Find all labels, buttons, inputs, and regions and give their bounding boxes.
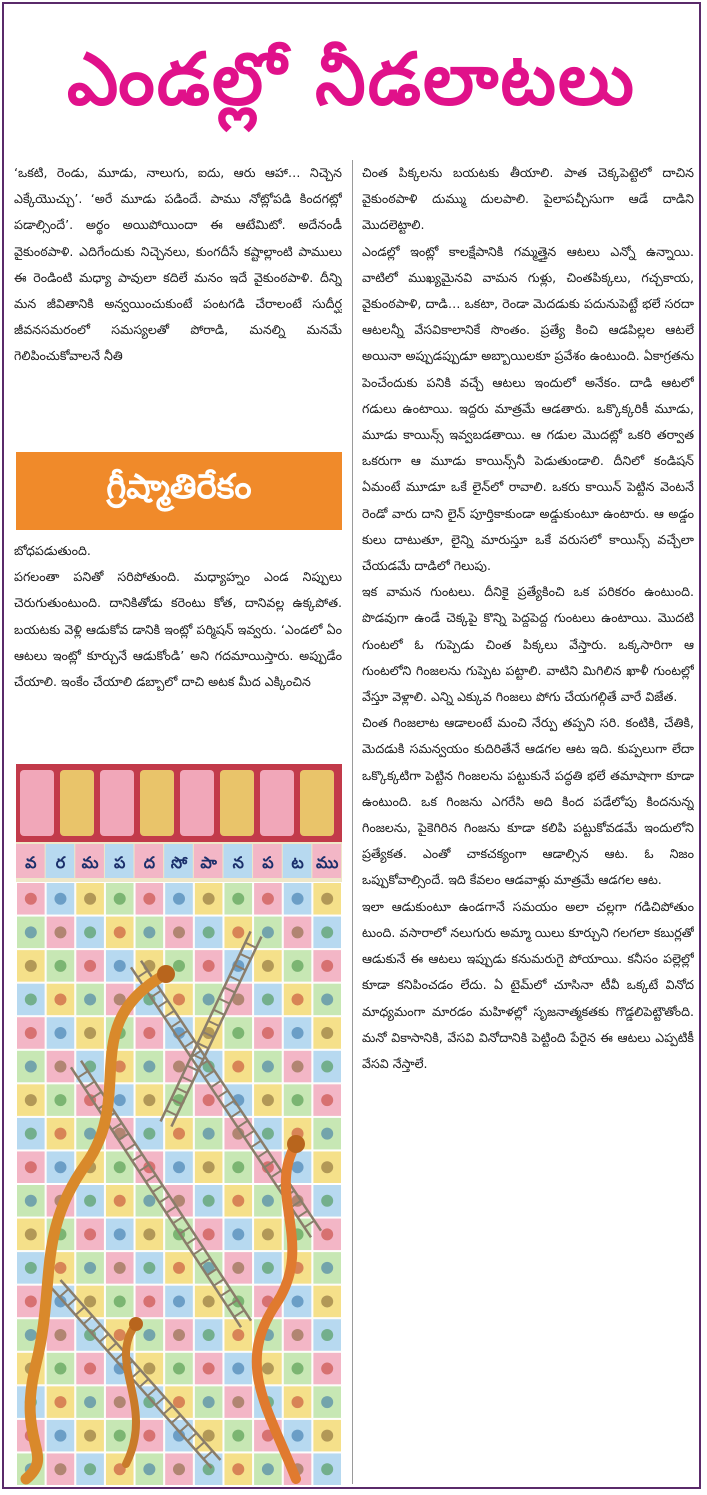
cell-figure bbox=[25, 1027, 37, 1039]
paragraph: ఎండల్లో ఇంట్లో కాలక్షేపానికి గమ్మత్తైన ఆటలు ఎన్నో ఉన్నాయి. వాటిలో ముఖ్యమైనవి వామన గుళ్లు, చింతపిక్కలు, గచ్చకాయ, వైకుంఠపాళి, దాడి… ఒకటా, రెండా మెదడుకు పదునుపెట్టే భలే సరదా ఆటలన్నీ వేసవికాలానికే సొంతం. ప్రత్యే కించి ఆడపిల్లల ఆటలే అయినా అప్పుడప్పుడూ అబ్బాయిలకూ ప్రవేశం ఉంటుంది. ఏకాగ్రతను పెంచేందుకు పనికి వచ్చే ఆటలు ఇందులో అనేకం. దాడి ఆటలో గడులు ఉంటాయి. ఇద్దరు మాత్రమే ఆడతారు. ఒక్కొక్కరికీ మూడు, మూడు కాయిన్స్ ఇవ్వబడతాయి. ఆ గడుల మొదట్లో ఒకరి తర్వాత ఒకరుగా ఆ మూడు కాయిన్స్‌నీ పెడుతుండాలి. దీనిలో కండిషన్ ఏమంటే మూడూ ఒకే లైన్‌లో రావాలి. ఒకరు కాయిన్ పెట్టిన వెంటనే రెండో వారు దాని లైన్ పూర్తికాకుండా అడ్డుకుంటూ ఉంటారు. ఆ అడ్డం కులు దాటుతూ, లైన్ని మారుస్తూ ఒకే వరుసలో కాయిన్స్ వచ్చేలా చేయడమే దాడిలో గెలుపు. bbox=[362, 243, 694, 574]
cell-figure bbox=[54, 1161, 66, 1173]
cell-figure bbox=[173, 1128, 185, 1140]
frieze-figure bbox=[100, 770, 134, 836]
cell-figure bbox=[232, 1027, 244, 1039]
cell-figure bbox=[203, 1195, 215, 1207]
cell-figure bbox=[173, 1329, 185, 1341]
cell-figure bbox=[114, 1295, 126, 1307]
cell-figure bbox=[143, 1128, 155, 1140]
frieze-figure bbox=[180, 770, 214, 836]
cell-figure bbox=[262, 993, 274, 1005]
cell-figure bbox=[232, 1228, 244, 1240]
cell-figure bbox=[203, 960, 215, 972]
cell-figure bbox=[54, 1396, 66, 1408]
cell-figure bbox=[321, 960, 333, 972]
cell-figure bbox=[292, 1161, 304, 1173]
cell-figure bbox=[321, 893, 333, 905]
cell-figure bbox=[262, 1094, 274, 1106]
cell-figure bbox=[321, 1228, 333, 1240]
cell-figure bbox=[54, 1463, 66, 1475]
cell-figure bbox=[54, 1363, 66, 1375]
cell-figure bbox=[54, 926, 66, 938]
cell-figure bbox=[292, 1363, 304, 1375]
cell-figure bbox=[25, 1161, 37, 1173]
board-letter: పా bbox=[200, 853, 217, 872]
cell-figure bbox=[292, 960, 304, 972]
paragraph: ‘ఒకటి, రెండు, మూడు, నాలుగు, ఐదు, ఆరు ఆహా… నిచ్చెన ఎక్కేయొచ్చు’. ‘అరే మూడు పడిందే. పాము నోట్లోపడి కిందగట్లో పడాల్సిందే’. అర్థం అయిపోయిందా ఈ ఆటేమిటో. అదేనండీ వైకుంఠపాళి. ఎదిగేందుకు నిచ్చెనలు, కుంగదీసే కష్టాల్లాంటి పాములు ఈ రెండింటి మధ్యా పావులా కదిలే మనం ఇదే వైకుంఠపాళి. దీన్ని మన జీవితానికి అన్వయించుకుంటే పంటగడి చేరాలంటే సుదీర్ఘ జీవనసమరంలో సమస్యలతో పోరాడి, మనల్ని మనమే గెలిపించుకోవాలనే నీతి bbox=[14, 165, 342, 364]
cell-figure bbox=[262, 1463, 274, 1475]
cell-figure bbox=[262, 1262, 274, 1274]
cell-figure bbox=[54, 1061, 66, 1073]
cell-figure bbox=[321, 1329, 333, 1341]
cell-figure bbox=[321, 1027, 333, 1039]
cell-figure bbox=[114, 1195, 126, 1207]
cell-figure bbox=[143, 1329, 155, 1341]
cell-figure bbox=[321, 1094, 333, 1106]
cell-figure bbox=[321, 1128, 333, 1140]
board-letter: ము bbox=[315, 853, 339, 872]
cell-figure bbox=[232, 1463, 244, 1475]
cell-figure bbox=[114, 1430, 126, 1442]
cell-figure bbox=[25, 960, 37, 972]
cell-figure bbox=[232, 1363, 244, 1375]
cell-figure bbox=[232, 1430, 244, 1442]
cell-figure bbox=[143, 1295, 155, 1307]
cell-figure bbox=[321, 1195, 333, 1207]
snake-head bbox=[157, 965, 175, 983]
paragraph: పగలంతా పనితో సరిపోతుంది. మధ్యాహ్నం ఎండ నిప్పులు చెరుగుతుంటుంది. దానికితోడు కరెంటు కోత, దానివల్ల ఉక్కపోత. బయటకు వెళ్లి ఆడుకోవ డానికి ఇంట్లో పర్మిషన్ ఇవ్వరు. ‘ఎండలో ఏం ఆటలు ఇంట్లో కూర్చునే ఆడుకోండి’ అని గదమాయిస్తారు. అప్పుడేం చేయాలి. ఇంకేం చేయాలి డబ్బాలో దాచి అటక మీద ఎక్కించిన bbox=[14, 569, 342, 690]
board-letter: వ bbox=[25, 853, 37, 872]
newspaper-page bbox=[2, 2, 701, 1489]
cell-figure bbox=[203, 1396, 215, 1408]
cell-figure bbox=[143, 1094, 155, 1106]
cell-figure bbox=[25, 1295, 37, 1307]
headline: ఎండల్లో నీడలాటలు bbox=[67, 37, 636, 121]
cell-figure bbox=[84, 1027, 96, 1039]
cell-figure bbox=[262, 1061, 274, 1073]
cell-figure bbox=[25, 1061, 37, 1073]
cell-figure bbox=[143, 1463, 155, 1475]
cell-figure bbox=[114, 1228, 126, 1240]
cell-figure bbox=[203, 1363, 215, 1375]
cell-figure bbox=[114, 960, 126, 972]
cell-figure bbox=[292, 1061, 304, 1073]
cell-figure bbox=[321, 1262, 333, 1274]
cell-figure bbox=[203, 1329, 215, 1341]
board-illustration bbox=[16, 764, 342, 1486]
board-letter: ప bbox=[262, 853, 274, 872]
cell-figure bbox=[262, 960, 274, 972]
paragraph: బోధపడుతుంది. bbox=[14, 543, 91, 558]
cell-figure bbox=[143, 893, 155, 905]
cell-figure bbox=[84, 893, 96, 905]
cell-figure bbox=[84, 993, 96, 1005]
cell-figure bbox=[84, 1463, 96, 1475]
cell-figure bbox=[232, 1195, 244, 1207]
cell-figure bbox=[203, 1295, 215, 1307]
snake-head bbox=[129, 1317, 143, 1331]
cell-figure bbox=[54, 1329, 66, 1341]
paragraph: ఇక వామన గుంటలు. దీనికై ప్రత్యేకించి ఒక పరికరం ఉంటుంది. పొడవుగా ఉండే చెక్కపై కొన్ని పెద్దపెద్ద గుంటలు ఉంటాయి. మొదటి గుంటలో ఓ గుప్పెడు చింత పిక్కలు వేస్తారు. ఒక్కసారిగా ఆ గుంటలోని గింజలను గుప్పెట పట్టాలి. వాటిని మిగిలిన ఖాళీ గుంటల్లో వేస్తూ వెళ్లాలి. ఎన్ని ఎక్కువ గింజలు పోగు చేయగల్గితే వారే విజేత. bbox=[362, 584, 694, 705]
cell-figure bbox=[292, 1329, 304, 1341]
cell-figure bbox=[173, 1363, 185, 1375]
cell-figure bbox=[232, 1262, 244, 1274]
cell-figure bbox=[292, 1094, 304, 1106]
cell-figure bbox=[203, 993, 215, 1005]
cell-figure bbox=[262, 1195, 274, 1207]
article-column-left-middle bbox=[14, 538, 342, 758]
cell-figure bbox=[54, 1094, 66, 1106]
cell-figure bbox=[143, 1195, 155, 1207]
cell-figure bbox=[292, 1295, 304, 1307]
cell-figure bbox=[84, 1295, 96, 1307]
cell-figure bbox=[232, 1161, 244, 1173]
cell-figure bbox=[203, 1228, 215, 1240]
cell-figure bbox=[143, 1027, 155, 1039]
cell-figure bbox=[321, 993, 333, 1005]
cell-figure bbox=[321, 1061, 333, 1073]
cell-figure bbox=[321, 1463, 333, 1475]
cell-figure bbox=[54, 993, 66, 1005]
paragraph: చింత గింజలాట ఆడాలంటే మంచి నేర్పు తప్పని సరి. కంటికి, చేతికి, మెదడుకి సమన్వయం కుదిరితేనే ఆడగల ఆట ఇది. కుప్పలుగా లేదా ఒక్కొక్కటిగా పెట్టిన గింజలను పట్టుకునే పద్ధతి భలే తమాషాగా కూడా ఉంటుంది. ఒక గింజను ఎగరేసి అది కింద పడేలోపు కిందనున్న గింజలను, పైకెగిరిన గింజను కూడా కలిపి పట్టుకోవడమే ఇందులోని ప్రత్యేకత. ఎంతో చాకచక్యంగా ఆడాల్సిన ఆట. ఓ నిజం ఒప్పుకోవాల్సిందే. ఇది కేవలం ఆడవాళ్లు మాత్రమే ఆడగల ఆట. bbox=[362, 715, 694, 888]
snake-head bbox=[287, 1135, 305, 1153]
cell-figure bbox=[143, 1363, 155, 1375]
cell-figure bbox=[232, 1061, 244, 1073]
cell-figure bbox=[173, 960, 185, 972]
cell-figure bbox=[114, 1161, 126, 1173]
cell-figure bbox=[292, 993, 304, 1005]
board-letter: ద bbox=[143, 853, 156, 872]
article-column-right bbox=[362, 160, 694, 1486]
board-letter: ప bbox=[114, 853, 126, 872]
cell-figure bbox=[143, 1262, 155, 1274]
cell-figure bbox=[173, 993, 185, 1005]
cell-figure bbox=[54, 1027, 66, 1039]
cell-figure bbox=[25, 1262, 37, 1274]
cell-figure bbox=[114, 1329, 126, 1341]
cell-figure bbox=[25, 1228, 37, 1240]
snakes-and-ladders-board-image bbox=[16, 764, 342, 1486]
cell-figure bbox=[54, 893, 66, 905]
cell-figure bbox=[203, 926, 215, 938]
frieze-figure bbox=[60, 770, 94, 836]
board-letter: న bbox=[232, 853, 244, 872]
cell-figure bbox=[114, 1396, 126, 1408]
cell-figure bbox=[84, 1396, 96, 1408]
cell-figure bbox=[203, 1430, 215, 1442]
cell-figure bbox=[114, 893, 126, 905]
cell-figure bbox=[173, 1161, 185, 1173]
cell-figure bbox=[25, 893, 37, 905]
cell-figure bbox=[232, 1396, 244, 1408]
cell-figure bbox=[203, 1161, 215, 1173]
cell-figure bbox=[84, 1430, 96, 1442]
board-letter: ట bbox=[291, 853, 304, 872]
cell-figure bbox=[173, 1295, 185, 1307]
cell-figure bbox=[25, 1195, 37, 1207]
cell-figure bbox=[173, 1463, 185, 1475]
board-letter: మ bbox=[81, 853, 99, 872]
cell-figure bbox=[25, 993, 37, 1005]
cell-figure bbox=[203, 1094, 215, 1106]
cell-figure bbox=[292, 1430, 304, 1442]
cell-figure bbox=[173, 1396, 185, 1408]
cell-figure bbox=[292, 1027, 304, 1039]
section-banner bbox=[16, 452, 342, 530]
cell-figure bbox=[173, 926, 185, 938]
cell-figure bbox=[84, 1363, 96, 1375]
cell-figure bbox=[143, 1061, 155, 1073]
paragraph: చింత పిక్కలను బయటకు తీయాలి. పాత చెక్కపెట్టెలో దాచిన వైకుంఠపాళి దుమ్ము దులపాలి. పైలాపచ్చీసుగా ఆడే దాడిని మొదలెట్టాలి. bbox=[362, 165, 694, 233]
cell-figure bbox=[262, 893, 274, 905]
cell-figure bbox=[173, 1262, 185, 1274]
cell-figure bbox=[54, 1128, 66, 1140]
cell-figure bbox=[173, 893, 185, 905]
cell-figure bbox=[292, 1396, 304, 1408]
cell-figure bbox=[84, 1228, 96, 1240]
cell-figure bbox=[114, 1262, 126, 1274]
cell-figure bbox=[292, 926, 304, 938]
frieze-figure bbox=[20, 770, 54, 836]
cell-figure bbox=[321, 1363, 333, 1375]
column-divider bbox=[352, 160, 353, 1484]
paragraph: ఇలా ఆడుకుంటూ ఉండగానే సమయం అలా చల్లగా గడిచిపోతుం టుంది. వసారాలో నలుగురు అమ్మా యిలు కూర్చుని గలగలా కబుర్లతో ఆడుకునే ఈ ఆటలు ఇప్పుడు కనుమరుగై పోయాయి. కనీసం పల్లెల్లో కూడా కనిపించడం లేదు. ఏ టైమ్‌లో చూసినా టీవీ ఒక్కటే వినోద మాధ్యమంగా మారడం మహిళల్లో సృజనాత్మకతకు గొడ్డలిపెట్టౌతోంది. మనో వికాసానికి, వేసవి వినోదానికి పెట్టింది పేరైన ఈ ఆటలు ఎప్పటికీ వేసవి నేస్తాలే. bbox=[362, 898, 694, 1071]
frieze-figure bbox=[300, 770, 334, 836]
cell-figure bbox=[84, 960, 96, 972]
cell-figure bbox=[262, 1128, 274, 1140]
cell-figure bbox=[84, 1262, 96, 1274]
cell-figure bbox=[114, 926, 126, 938]
board-letter: సో bbox=[170, 853, 188, 872]
cell-figure bbox=[143, 1430, 155, 1442]
cell-figure bbox=[232, 1329, 244, 1341]
banner-title: గ్రీష్మాతిరేకం bbox=[106, 467, 252, 507]
frieze-figure bbox=[140, 770, 174, 836]
cell-figure bbox=[54, 1262, 66, 1274]
article-column-left-top bbox=[14, 160, 342, 446]
cell-figure bbox=[321, 1161, 333, 1173]
cell-figure bbox=[262, 1363, 274, 1375]
cell-figure bbox=[262, 1027, 274, 1039]
cell-figure bbox=[203, 893, 215, 905]
cell-figure bbox=[321, 1430, 333, 1442]
cell-figure bbox=[321, 1295, 333, 1307]
cell-figure bbox=[262, 1228, 274, 1240]
cell-figure bbox=[292, 893, 304, 905]
cell-figure bbox=[54, 1430, 66, 1442]
cell-figure bbox=[54, 960, 66, 972]
cell-figure bbox=[321, 1396, 333, 1408]
cell-figure bbox=[232, 893, 244, 905]
cell-figure bbox=[143, 1228, 155, 1240]
cell-figure bbox=[25, 1329, 37, 1341]
cell-figure bbox=[262, 926, 274, 938]
cell-figure bbox=[25, 926, 37, 938]
cell-figure bbox=[143, 926, 155, 938]
cell-figure bbox=[84, 926, 96, 938]
board-letter: ర bbox=[55, 853, 66, 872]
cell-figure bbox=[321, 926, 333, 938]
cell-figure bbox=[232, 926, 244, 938]
frieze-figure bbox=[220, 770, 254, 836]
cell-figure bbox=[114, 1094, 126, 1106]
cell-figure bbox=[25, 1094, 37, 1106]
cell-figure bbox=[203, 1128, 215, 1140]
cell-figure bbox=[84, 1195, 96, 1207]
frieze-figure bbox=[260, 770, 294, 836]
cell-figure bbox=[25, 1128, 37, 1140]
